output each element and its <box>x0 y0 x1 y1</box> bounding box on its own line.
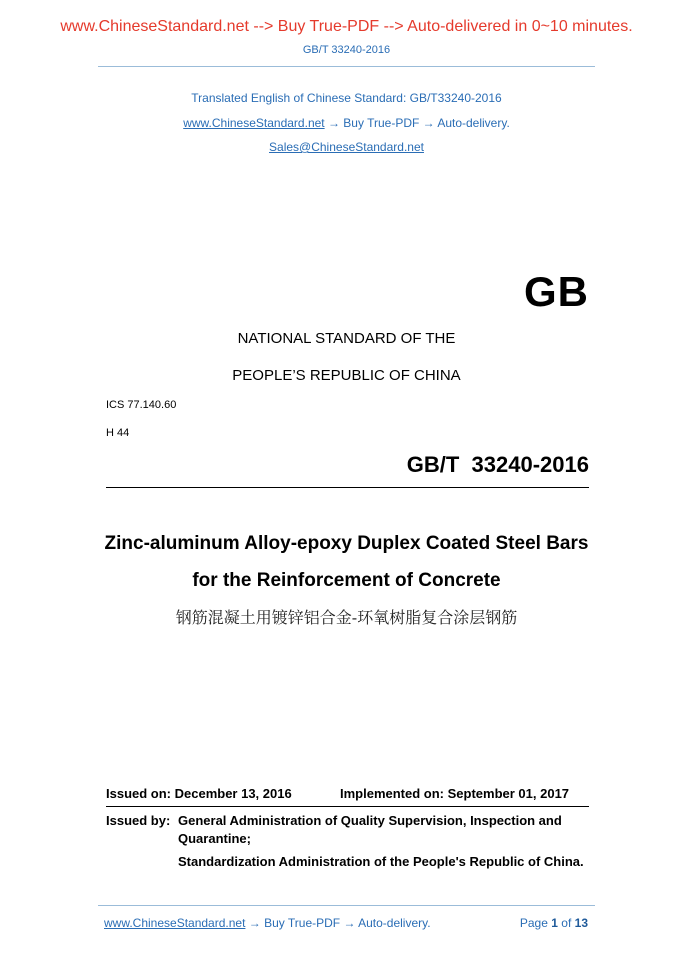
title-line-1: Zinc-aluminum Alloy-epoxy Duplex Coated Steel Bars <box>104 533 589 554</box>
footer <box>104 916 588 930</box>
translation-note: Translated English of Chinese Standard: GB/T33240-2016 <box>191 91 502 105</box>
standard-number-rule <box>106 487 589 488</box>
national-standard-line2: PEOPLE’S REPUBLIC OF CHINA <box>232 367 461 384</box>
standard-number: GB/T 33240-2016 <box>406 452 589 477</box>
dates-rule <box>106 806 589 807</box>
gb-logo-mark: GB <box>524 268 589 315</box>
issuer-sac: Standardization Administration of the People's Republic of China. <box>178 854 584 869</box>
issued-on: Issued on: December 13, 2016 <box>106 786 292 801</box>
page-number: 1 <box>551 916 558 930</box>
page-total: 13 <box>574 916 588 930</box>
issuer-aqsiq: General Administration of Quality Supervision, Inspection and Quarantine; <box>178 813 562 846</box>
ics-code: ICS 77.140.60 <box>106 399 177 411</box>
header-divider <box>98 66 595 67</box>
of-label: of <box>561 916 572 930</box>
page-label: Page <box>519 916 548 930</box>
title-line-2: for the Reinforcement of Concrete <box>192 570 501 591</box>
dates-row <box>106 786 589 801</box>
footer-site-link[interactable]: www.ChineseStandard.net <box>104 916 246 930</box>
buy-note: → Buy True-PDF → Auto-delivery. <box>324 116 510 130</box>
site-link[interactable]: www.ChineseStandard.net <box>183 116 325 130</box>
top-banner[interactable]: www.ChineseStandard.net --> Buy True-PDF --> Auto-delivered in 0~10 minutes. <box>60 18 633 35</box>
email-line <box>0 140 693 154</box>
issued-by-label: Issued by: <box>106 813 171 828</box>
footer-divider <box>98 905 595 906</box>
intro-link-line <box>0 116 693 130</box>
header-doc-code: GB/T 33240-2016 <box>302 44 391 56</box>
national-standard-line1: NATIONAL STANDARD OF THE <box>237 330 456 347</box>
chinese-title: 钢筋混凝土用镀锌铝合金-环氧树脂复合涂层钢筋 <box>175 608 518 627</box>
implemented-on: Implemented on: September 01, 2017 <box>340 786 570 801</box>
page-indicator <box>520 916 588 930</box>
sales-email-link[interactable]: Sales@ChineseStandard.net <box>269 140 424 154</box>
classification-code: H 44 <box>106 427 130 439</box>
footer-buy-note: → Buy True-PDF → Auto-delivery. <box>245 916 431 930</box>
